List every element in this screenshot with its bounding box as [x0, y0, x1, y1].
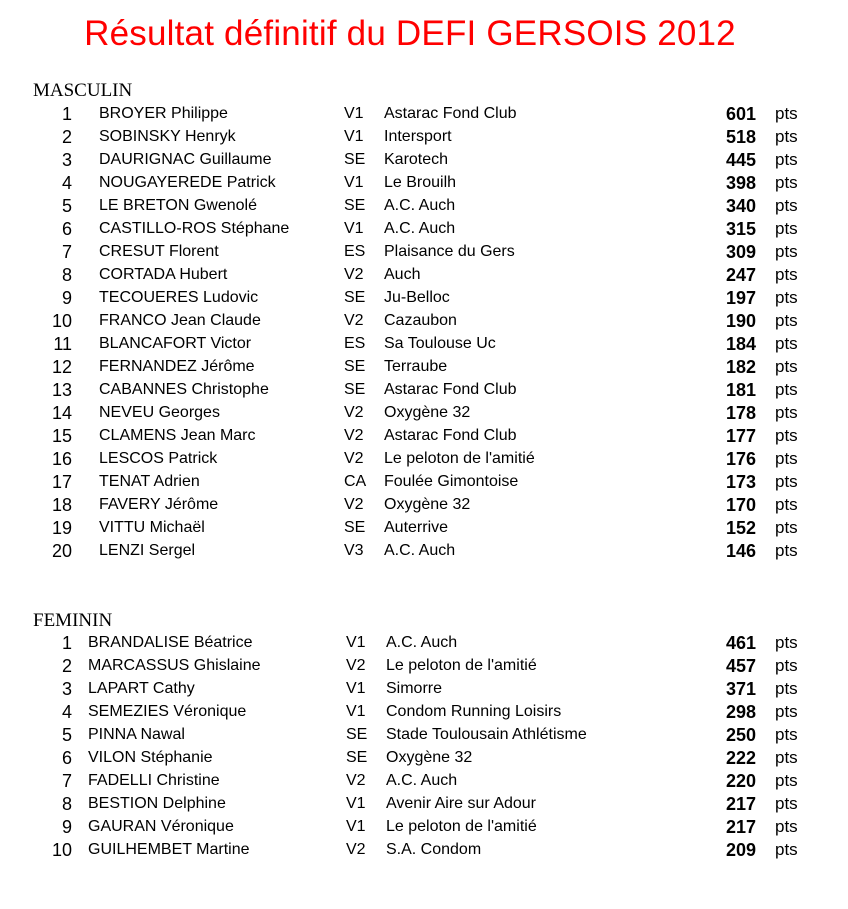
athlete-name: FERNANDEZ Jérôme	[99, 358, 255, 375]
result-row	[0, 264, 848, 287]
points-unit: pts	[775, 334, 798, 353]
category-code: SE	[344, 381, 366, 398]
points-unit: pts	[775, 173, 798, 192]
athlete-name: CLAMENS Jean Marc	[99, 427, 256, 444]
athlete-name: LENZI Sergel	[99, 542, 196, 559]
category-code: V1	[346, 680, 366, 697]
club-name: Oxygène 32	[384, 496, 471, 513]
club-name: A.C. Auch	[386, 634, 458, 651]
points-unit: pts	[775, 633, 798, 652]
points-unit: pts	[775, 702, 798, 721]
category-code: V1	[344, 174, 364, 191]
club-name: Simorre	[386, 680, 443, 697]
club-name: Terraube	[384, 358, 448, 375]
rank-cell: 4	[61, 702, 72, 722]
points-value: 182	[725, 357, 756, 377]
rank-cell: 18	[51, 495, 72, 515]
points-value: 217	[725, 794, 756, 814]
points-unit: pts	[775, 380, 798, 399]
athlete-name: CRESUT Florent	[99, 243, 219, 260]
result-row	[0, 356, 848, 379]
club-name: Foulée Gimontoise	[384, 473, 519, 490]
club-name: Plaisance du Gers	[384, 243, 515, 260]
rank-cell: 13	[51, 380, 72, 400]
points-unit: pts	[775, 725, 798, 744]
page-title: Résultat définitif du DEFI GERSOIS 2012	[84, 14, 736, 53]
club-name: Cazaubon	[384, 312, 457, 329]
category-code: SE	[344, 289, 366, 306]
category-code: SE	[344, 151, 366, 168]
points-unit: pts	[775, 817, 798, 836]
result-row	[0, 333, 848, 356]
result-row	[0, 402, 848, 425]
athlete-name: FADELLI Christine	[88, 772, 220, 789]
category-code: V2	[344, 496, 364, 513]
points-unit: pts	[775, 219, 798, 238]
rank-cell: 10	[51, 311, 72, 331]
athlete-name: BLANCAFORT Victor	[99, 335, 252, 352]
club-name: Astarac Fond Club	[384, 427, 517, 444]
athlete-name: DAURIGNAC Guillaume	[99, 151, 272, 168]
category-code: V2	[344, 312, 364, 329]
club-name: Astarac Fond Club	[384, 105, 517, 122]
club-name: A.C. Auch	[384, 542, 456, 559]
club-name: Oxygène 32	[384, 404, 471, 421]
points-value: 184	[725, 334, 756, 354]
points-unit: pts	[775, 242, 798, 261]
result-row	[0, 425, 848, 448]
result-row	[0, 816, 848, 839]
category-code: V3	[344, 542, 364, 559]
result-row	[0, 793, 848, 816]
club-name: Sa Toulouse Uc	[384, 335, 496, 352]
result-row	[0, 540, 848, 563]
points-unit: pts	[775, 196, 798, 215]
athlete-name: BROYER Philippe	[99, 105, 228, 122]
points-value: 371	[725, 679, 756, 699]
points-unit: pts	[775, 771, 798, 790]
rank-cell: 14	[51, 403, 72, 423]
rank-cell: 6	[61, 748, 72, 768]
points-value: 518	[725, 127, 756, 147]
rank-cell: 9	[61, 288, 72, 308]
points-value: 177	[725, 426, 756, 446]
rank-cell: 5	[61, 196, 72, 216]
rank-cell: 12	[51, 357, 72, 377]
points-value: 601	[725, 104, 756, 124]
athlete-name: PINNA Nawal	[88, 726, 185, 743]
points-unit: pts	[775, 311, 798, 330]
result-row	[0, 241, 848, 264]
points-value: 222	[725, 748, 756, 768]
points-unit: pts	[775, 495, 798, 514]
rank-cell: 3	[61, 679, 72, 699]
points-unit: pts	[775, 679, 798, 698]
rank-cell: 19	[51, 518, 72, 538]
club-name: Auch	[384, 266, 421, 283]
rank-cell: 8	[61, 794, 72, 814]
points-unit: pts	[775, 265, 798, 284]
athlete-name: GAURAN Véronique	[88, 818, 234, 835]
rank-cell: 5	[61, 725, 72, 745]
athlete-name: BESTION Delphine	[88, 795, 226, 812]
points-value: 209	[725, 840, 756, 860]
category-code: V1	[346, 634, 366, 651]
athlete-name: GUILHEMBET Martine	[88, 841, 250, 858]
club-name: Le peloton de l'amitié	[386, 657, 537, 674]
result-row	[0, 103, 848, 126]
category-code: V2	[346, 657, 366, 674]
athlete-name: FRANCO Jean Claude	[99, 312, 261, 329]
athlete-name: SEMEZIES Véronique	[88, 703, 247, 720]
category-code: V2	[346, 772, 366, 789]
points-unit: pts	[775, 541, 798, 560]
athlete-name: NEVEU Georges	[99, 404, 220, 421]
rank-cell: 17	[51, 472, 72, 492]
result-row	[0, 632, 848, 655]
points-unit: pts	[775, 449, 798, 468]
points-value: 178	[725, 403, 756, 423]
result-row	[0, 172, 848, 195]
club-name: A.C. Auch	[384, 197, 456, 214]
club-name: Intersport	[384, 128, 452, 145]
category-code: SE	[346, 749, 368, 766]
result-row	[0, 310, 848, 333]
results-list-feminin	[0, 632, 848, 862]
athlete-name: MARCASSUS Ghislaine	[88, 657, 261, 674]
rank-cell: 8	[61, 265, 72, 285]
category-code: V1	[344, 128, 364, 145]
athlete-name: TENAT Adrien	[99, 473, 200, 490]
points-value: 298	[725, 702, 756, 722]
club-name: Karotech	[384, 151, 449, 168]
points-value: 309	[725, 242, 756, 262]
category-code: V1	[346, 818, 366, 835]
points-value: 461	[725, 633, 756, 653]
club-name: Ju-Belloc	[384, 289, 450, 306]
rank-cell: 1	[61, 104, 72, 124]
club-name: A.C. Auch	[386, 772, 458, 789]
result-row	[0, 149, 848, 172]
athlete-name: CORTADA Hubert	[99, 266, 228, 283]
result-row	[0, 517, 848, 540]
club-name: Astarac Fond Club	[384, 381, 517, 398]
result-row	[0, 655, 848, 678]
points-unit: pts	[775, 472, 798, 491]
result-row	[0, 494, 848, 517]
category-code: SE	[346, 726, 368, 743]
points-unit: pts	[775, 127, 798, 146]
category-code: SE	[344, 197, 366, 214]
rank-cell: 2	[61, 656, 72, 676]
rank-cell: 11	[53, 334, 72, 354]
rank-cell: 16	[51, 449, 72, 469]
result-row	[0, 218, 848, 241]
club-name: Stade Toulousain Athlétisme	[386, 726, 587, 743]
rank-cell: 7	[61, 242, 72, 262]
athlete-name: LE BRETON Gwenolé	[99, 197, 257, 214]
result-row	[0, 195, 848, 218]
points-unit: pts	[775, 104, 798, 123]
club-name: Auterrive	[384, 519, 449, 536]
points-value: 170	[725, 495, 756, 515]
result-row	[0, 724, 848, 747]
athlete-name: LAPART Cathy	[88, 680, 195, 697]
points-value: 181	[725, 380, 756, 400]
points-value: 340	[725, 196, 756, 216]
athlete-name: VITTU Michaël	[99, 519, 205, 536]
result-row	[0, 701, 848, 724]
category-code: V2	[344, 404, 364, 421]
result-row	[0, 747, 848, 770]
athlete-name: VILON Stéphanie	[88, 749, 213, 766]
athlete-name: CABANNES Christophe	[99, 381, 269, 398]
category-code: SE	[344, 358, 366, 375]
club-name: A.C. Auch	[384, 220, 456, 237]
result-row	[0, 471, 848, 494]
result-row	[0, 770, 848, 793]
points-unit: pts	[775, 840, 798, 859]
points-value: 250	[725, 725, 756, 745]
club-name: Le peloton de l'amitié	[384, 450, 535, 467]
category-code: V2	[344, 266, 364, 283]
category-code: V1	[346, 795, 366, 812]
athlete-name: CASTILLO-ROS Stéphane	[99, 220, 290, 237]
rank-cell: 1	[61, 633, 72, 653]
athlete-name: FAVERY Jérôme	[99, 496, 219, 513]
athlete-name: NOUGAYEREDE Patrick	[99, 174, 276, 191]
category-code: ES	[344, 335, 366, 352]
section-heading-masculin: MASCULIN	[33, 80, 133, 101]
points-unit: pts	[775, 150, 798, 169]
rank-cell: 2	[61, 127, 72, 147]
rank-cell: 9	[61, 817, 72, 837]
athlete-name: SOBINSKY Henryk	[99, 128, 236, 145]
points-value: 197	[725, 288, 756, 308]
points-value: 457	[725, 656, 756, 676]
points-value: 190	[725, 311, 756, 331]
club-name: Le Brouilh	[384, 174, 457, 191]
points-unit: pts	[775, 518, 798, 537]
points-value: 445	[725, 150, 756, 170]
rank-cell: 7	[61, 771, 72, 791]
athlete-name: LESCOS Patrick	[99, 450, 218, 467]
points-unit: pts	[775, 403, 798, 422]
rank-cell: 15	[51, 426, 72, 446]
category-code: ES	[344, 243, 366, 260]
result-row	[0, 678, 848, 701]
points-value: 220	[725, 771, 756, 791]
points-value: 247	[725, 265, 756, 285]
category-code: V1	[344, 220, 364, 237]
points-unit: pts	[775, 656, 798, 675]
points-value: 217	[725, 817, 756, 837]
category-code: CA	[344, 473, 367, 490]
club-name: Oxygène 32	[386, 749, 473, 766]
athlete-name: TECOUERES Ludovic	[99, 289, 259, 306]
category-code: V2	[344, 450, 364, 467]
rank-cell: 3	[61, 150, 72, 170]
club-name: Condom Running Loisirs	[386, 703, 562, 720]
points-unit: pts	[775, 748, 798, 767]
points-value: 398	[725, 173, 756, 193]
club-name: S.A. Condom	[386, 841, 482, 858]
points-value: 173	[725, 472, 756, 492]
points-value: 146	[725, 541, 756, 561]
result-row	[0, 287, 848, 310]
result-row	[0, 839, 848, 862]
rank-cell: 20	[51, 541, 72, 561]
club-name: Avenir Aire sur Adour	[386, 795, 537, 812]
category-code: SE	[344, 519, 366, 536]
points-unit: pts	[775, 426, 798, 445]
results-list-masculin	[0, 103, 848, 563]
category-code: V1	[344, 105, 364, 122]
rank-cell: 4	[61, 173, 72, 193]
result-row	[0, 448, 848, 471]
result-row	[0, 379, 848, 402]
section-heading-feminin: FEMININ	[33, 610, 113, 631]
category-code: V1	[346, 703, 366, 720]
points-value: 315	[725, 219, 756, 239]
category-code: V2	[344, 427, 364, 444]
category-code: V2	[346, 841, 366, 858]
athlete-name: BRANDALISE Béatrice	[88, 634, 253, 651]
rank-cell: 6	[61, 219, 72, 239]
result-row	[0, 126, 848, 149]
points-value: 152	[725, 518, 756, 538]
club-name: Le peloton de l'amitié	[386, 818, 537, 835]
points-unit: pts	[775, 357, 798, 376]
rank-cell: 10	[51, 840, 72, 860]
points-unit: pts	[775, 794, 798, 813]
points-value: 176	[725, 449, 756, 469]
points-unit: pts	[775, 288, 798, 307]
